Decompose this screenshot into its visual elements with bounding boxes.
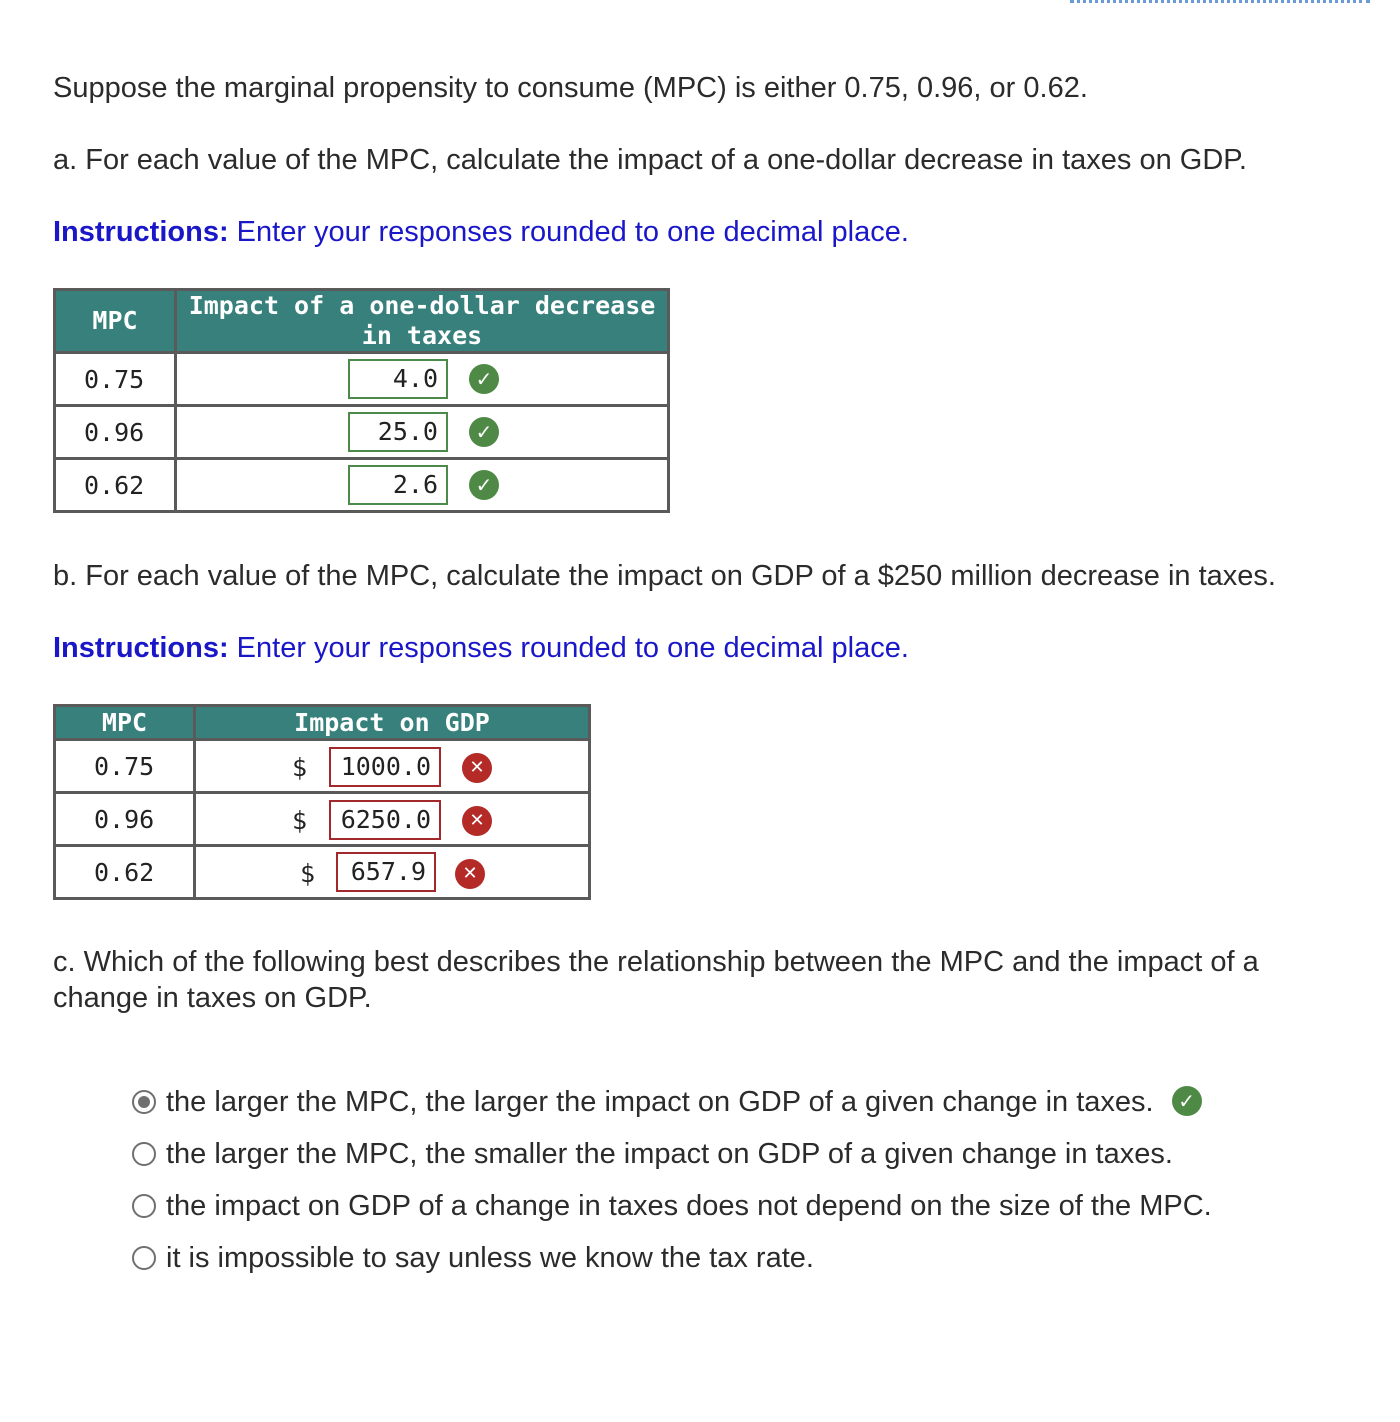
impact-header-line1: Impact of a one-dollar decrease — [188, 291, 656, 320]
currency-symbol: $ — [292, 806, 308, 835]
table-row — [55, 793, 590, 846]
option-label: the larger the MPC, the smaller the impact on GDP of a given change in taxes. — [166, 1138, 1173, 1170]
option-does-not-depend[interactable] — [130, 1184, 1212, 1236]
instructions-label: Instructions: — [53, 632, 229, 664]
mpc-cell: 0.62 — [55, 846, 195, 899]
table-row — [55, 846, 590, 899]
option-label: the impact on GDP of a change in taxes does not depend on the size of the MPC. — [166, 1190, 1212, 1222]
part-c-question-line2: change in taxes on GDP. — [53, 982, 372, 1014]
answer-input[interactable]: 657.9 — [336, 852, 436, 892]
part-a-table — [53, 288, 670, 513]
currency-symbol: $ — [300, 859, 316, 888]
impact-header-line2: in taxes — [361, 321, 483, 350]
option-impossible-to-say[interactable] — [130, 1236, 1212, 1288]
top-dotted-divider — [1070, 0, 1370, 3]
answer-input[interactable]: 25.0 — [348, 412, 448, 452]
option-label: it is impossible to say unless we know the tax rate. — [166, 1242, 814, 1274]
table-row — [55, 740, 590, 793]
table-row — [55, 406, 669, 459]
instructions-text: Enter your responses rounded to one decimal place. — [228, 632, 909, 664]
option-label: the larger the MPC, the larger the impact on GDP of a given change in taxes. — [166, 1086, 1154, 1118]
check-circle-icon: ✓ — [1172, 1086, 1202, 1116]
part-a-instructions — [53, 214, 909, 250]
answer-cell — [176, 353, 669, 406]
part-b-question: b. For each value of the MPC, calculate the impact on GDP of a $250 million decrease in taxes. — [53, 560, 1276, 592]
check-circle-icon: ✓ — [469, 417, 499, 447]
part-c-question — [53, 944, 1259, 1016]
mpc-header: MPC — [55, 706, 195, 740]
impact-header — [176, 290, 669, 353]
mpc-cell: 0.96 — [55, 793, 195, 846]
mpc-cell: 0.96 — [55, 406, 176, 459]
x-circle-icon: ✕ — [462, 753, 492, 783]
x-circle-icon: ✕ — [455, 859, 485, 889]
part-c-question-line1: c. Which of the following best describes the relationship between the MPC and the impact of a — [53, 946, 1259, 978]
check-circle-icon: ✓ — [469, 364, 499, 394]
table-row — [55, 353, 669, 406]
part-a-question: a. For each value of the MPC, calculate the impact of a one-dollar decrease in taxes on GDP. — [53, 144, 1247, 176]
impact-on-gdp-header: Impact on GDP — [195, 706, 590, 740]
currency-symbol: $ — [292, 753, 308, 782]
part-b-instructions — [53, 630, 909, 666]
mpc-cell: 0.75 — [55, 353, 176, 406]
answer-input[interactable]: 2.6 — [348, 465, 448, 505]
answer-options — [130, 1080, 1212, 1288]
option-larger-smaller[interactable] — [130, 1132, 1212, 1184]
mpc-cell: 0.62 — [55, 459, 176, 512]
part-b-table — [53, 704, 591, 900]
instructions-label: Instructions: — [53, 216, 229, 248]
intro-text: Suppose the marginal propensity to consume (MPC) is either 0.75, 0.96, or 0.62. — [53, 72, 1088, 104]
answer-cell — [195, 793, 590, 846]
option-larger-larger[interactable] — [130, 1080, 1212, 1132]
table-row — [55, 459, 669, 512]
answer-cell — [195, 740, 590, 793]
answer-cell — [176, 459, 669, 512]
radio-selected[interactable] — [132, 1090, 156, 1114]
radio-unselected[interactable] — [132, 1246, 156, 1270]
answer-input[interactable]: 6250.0 — [329, 800, 441, 840]
x-circle-icon: ✕ — [462, 806, 492, 836]
answer-input[interactable]: 1000.0 — [329, 747, 441, 787]
radio-unselected[interactable] — [132, 1194, 156, 1218]
check-circle-icon: ✓ — [469, 470, 499, 500]
mpc-header: MPC — [55, 290, 176, 353]
answer-cell — [195, 846, 590, 899]
answer-cell — [176, 406, 669, 459]
answer-input[interactable]: 4.0 — [348, 359, 448, 399]
radio-unselected[interactable] — [132, 1142, 156, 1166]
instructions-text: Enter your responses rounded to one decimal place. — [228, 216, 909, 248]
mpc-cell: 0.75 — [55, 740, 195, 793]
